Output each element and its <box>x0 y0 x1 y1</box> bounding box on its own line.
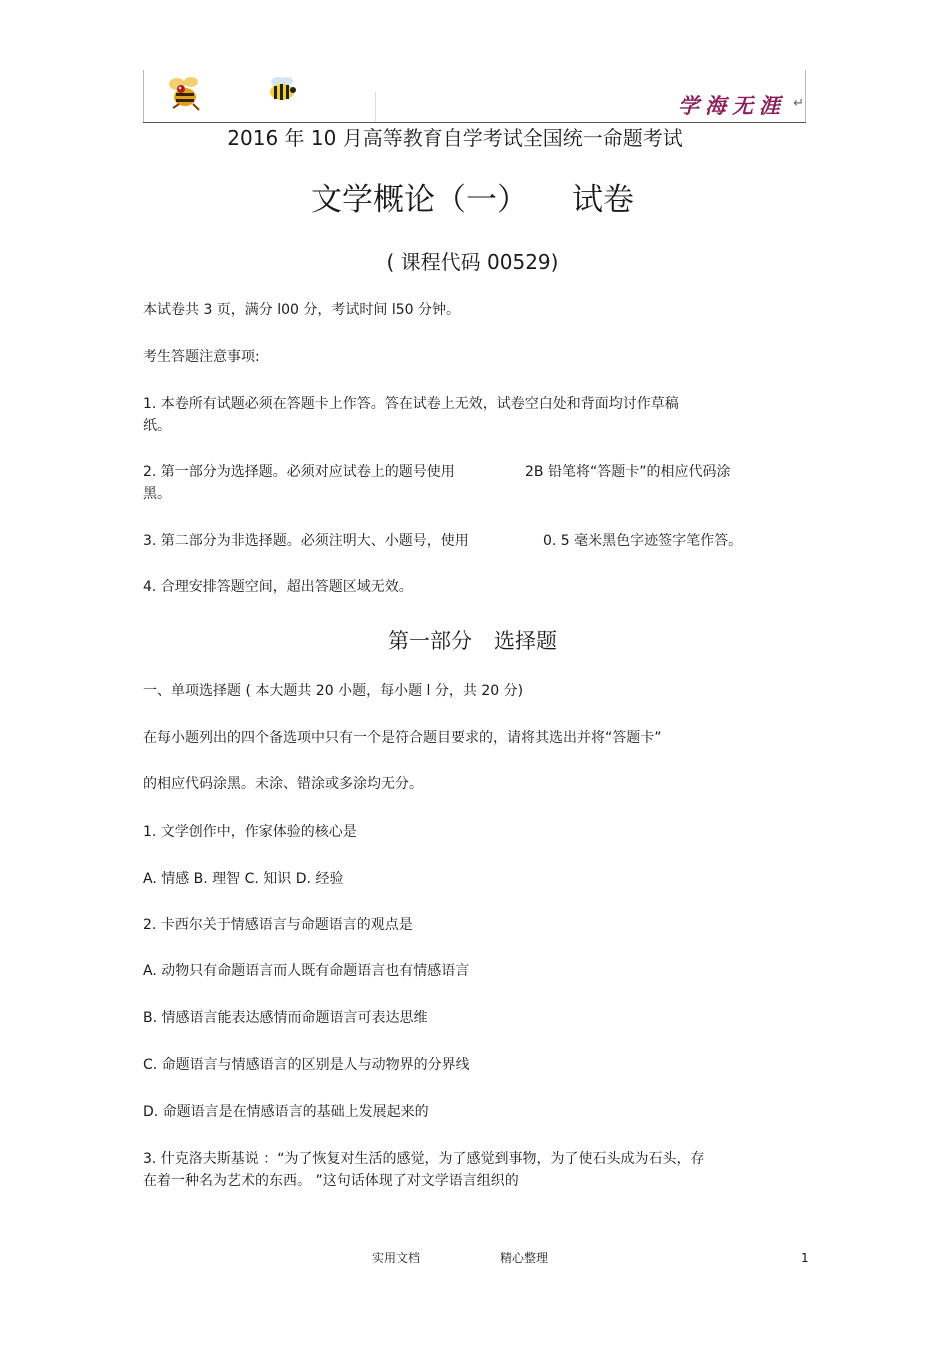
exam-info: 本试卷共 3 页，满分 l00 分，考试时间 l50 分钟。 <box>143 302 461 318</box>
exam-session-title: 2016 年 10 月高等教育自学考试全国统一命题考试 <box>227 126 683 150</box>
notice-1-line-1: 1. 本卷所有试题必须在答题卡上作答。答在试卷上无效，试卷空白处和背面均讨作草稿 <box>143 396 679 412</box>
question-1: 1. 文学创作中，作家体验的核心是 <box>143 824 357 840</box>
page-header <box>143 70 806 123</box>
notice-2-line-2: 黑。 <box>143 486 171 502</box>
notice-2-line-1b: 2B 铅笔将“答题卡”的相应代码涂 <box>525 464 731 480</box>
return-mark: ↵ <box>793 96 804 111</box>
notice-3-line-1: 3. 第二部分为非选择题。必须注明大、小题号，使用 <box>143 533 469 549</box>
bee-logo-icon <box>163 72 207 114</box>
notice-2-line-1: 2. 第一部分为选择题。必须对应试卷上的题号使用 <box>143 464 455 480</box>
notice-heading: 考生答题注意事项: <box>143 349 260 365</box>
exam-title-subject: 文学概论（一） <box>311 182 528 218</box>
question-2-option-d: D. 命题语言是在情感语言的基础上发展起来的 <box>143 1104 429 1120</box>
notice-3-line-1b: 0. 5 毫米黑色字迹签字笔作答。 <box>543 533 743 549</box>
question-3-line-2: 在着一种名为艺术的东西。 ”这句话体现了对文学语言组织的 <box>143 1173 519 1189</box>
section-title-part: 第一部分 <box>388 629 472 653</box>
exam-title <box>0 180 945 220</box>
section-title <box>0 627 945 655</box>
part1-instruction-2: 的相应代码涂黑。未涂、错涂或多涂均无分。 <box>143 776 423 792</box>
footer-middle: 精心整理 <box>500 1251 549 1265</box>
header-right-rule <box>805 70 806 122</box>
exam-title-paper: 试卷 <box>572 182 634 218</box>
question-2-option-c: C. 命题语言与情感语言的区别是人与动物界的分界线 <box>143 1057 470 1073</box>
notice-1-line-2: 纸。 <box>143 418 171 434</box>
bee-logo-small-icon <box>263 74 301 104</box>
page-number: 1 <box>801 1251 809 1265</box>
question-2-option-a: A. 动物只有命题语言而人既有命题语言也有情感语言 <box>143 963 470 979</box>
question-2: 2. 卡西尔关于情感语言与命题语言的观点是 <box>143 917 413 933</box>
question-2-option-b: B. 情感语言能表达感情而命题语言可表达思维 <box>143 1010 428 1026</box>
question-1-options: A. 情感 B. 理智 C. 知识 D. 经验 <box>143 871 344 887</box>
question-3-line-1: 3. 什克洛夫斯基说 ：“为了恢复对生活的感觉，为了感觉到事物，为了使石头成为石头，存 <box>143 1151 705 1167</box>
notice-4: 4. 合理安排答题空间，超出答题区域无效。 <box>143 579 413 595</box>
header-mid-rule <box>375 92 376 122</box>
footer-left: 实用文档 <box>372 1251 421 1265</box>
header-slogan: 学海无涯 <box>678 93 786 118</box>
section-title-type: 选择题 <box>494 629 557 653</box>
course-code: ( 课程代码 00529) <box>386 250 559 274</box>
header-left-rule <box>143 70 144 122</box>
part1-heading: 一、单项选择题 ( 本大题共 20 小题，每小题 l 分，共 20 分) <box>143 683 524 699</box>
part1-instruction-1: 在每小题列出的四个备选项中只有一个是符合题目要求的，请将其选出并将“答题卡” <box>143 730 662 746</box>
